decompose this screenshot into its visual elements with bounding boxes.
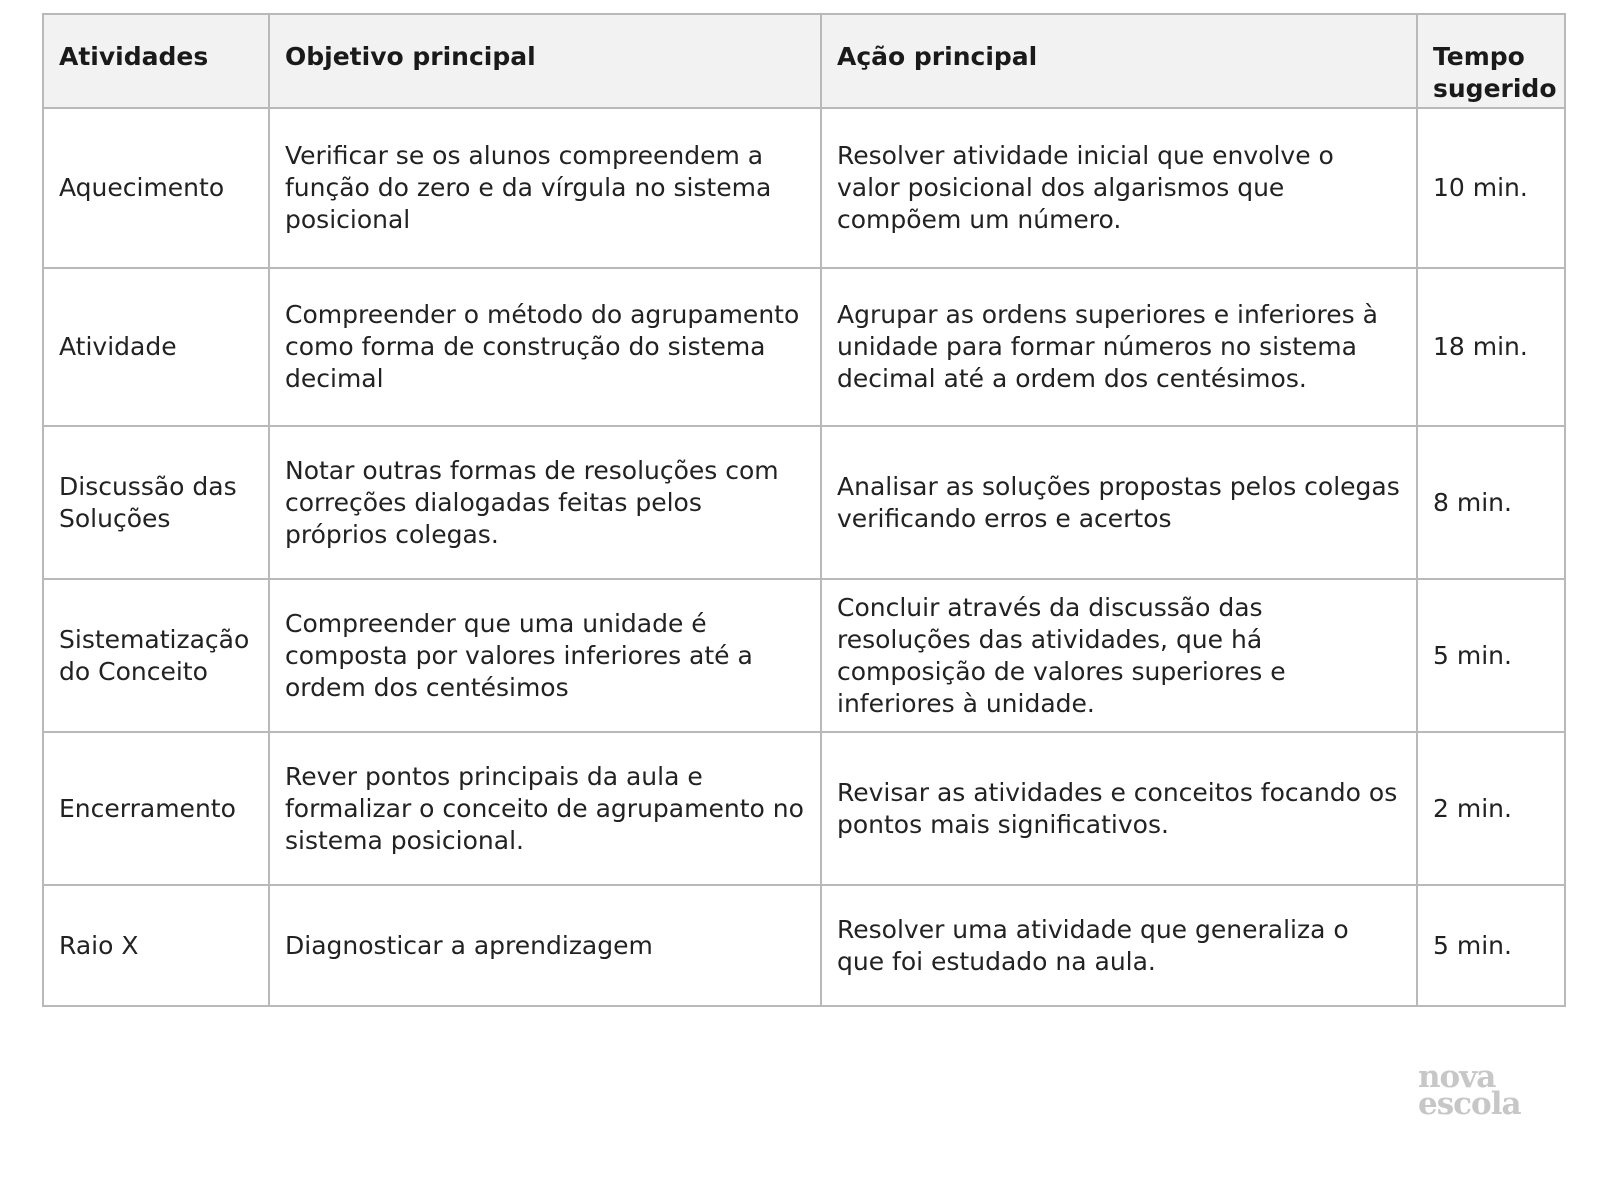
cell-acao: Agrupar as ordens superiores e inferiores à unidade para formar números no sistema decimal até a ordem dos centésimos.: [821, 268, 1417, 426]
cell-atividade: Sistematização do Conceito: [43, 579, 269, 732]
logo-line-nova: nova: [1418, 1059, 1496, 1095]
header-row: [43, 14, 1565, 108]
table-body: [43, 108, 1565, 1006]
cell-tempo: 18 min.: [1417, 268, 1565, 426]
cell-objetivo: Notar outras formas de resoluções com correções dialogadas feitas pelos próprios colegas.: [269, 426, 821, 579]
cell-tempo: 2 min.: [1417, 732, 1565, 885]
cell-acao: Resolver atividade inicial que envolve o valor posicional dos algarismos que compõem um número.: [821, 108, 1417, 268]
cell-atividade: Discussão das Soluções: [43, 426, 269, 579]
cell-objetivo: Compreender que uma unidade é composta por valores inferiores até a ordem dos centésimos: [269, 579, 821, 732]
table-row: [43, 426, 1565, 579]
cell-acao: Analisar as soluções propostas pelos colegas verificando erros e acertos: [821, 426, 1417, 579]
nova-escola-logo: [1418, 1059, 1538, 1122]
cell-acao: Concluir através da discussão das resoluções das atividades, que há composição de valores superiores e inferiores à unidade.: [821, 579, 1417, 732]
cell-tempo: 5 min.: [1417, 579, 1565, 732]
cell-tempo: 5 min.: [1417, 885, 1565, 1006]
cell-tempo: 8 min.: [1417, 426, 1565, 579]
header-tempo-sugerido: Tempo sugerido: [1417, 14, 1565, 108]
table-header: [43, 14, 1565, 108]
table-row: [43, 732, 1565, 885]
lesson-plan-table: [42, 13, 1566, 1007]
cell-objetivo: Compreender o método do agrupamento como forma de construção do sistema decimal: [269, 268, 821, 426]
logo-line-escola: escola: [1418, 1086, 1521, 1122]
cell-acao: Revisar as atividades e conceitos focando os pontos mais significativos.: [821, 732, 1417, 885]
cell-atividade: Raio X: [43, 885, 269, 1006]
header-atividades: Atividades: [43, 14, 269, 108]
cell-acao: Resolver uma atividade que generaliza o que foi estudado na aula.: [821, 885, 1417, 1006]
table-row: [43, 885, 1565, 1006]
cell-objetivo: Verificar se os alunos compreendem a função do zero e da vírgula no sistema posicional: [269, 108, 821, 268]
header-objetivo-principal: Objetivo principal: [269, 14, 821, 108]
table-row: [43, 579, 1565, 732]
cell-atividade: Aquecimento: [43, 108, 269, 268]
cell-atividade: Encerramento: [43, 732, 269, 885]
cell-objetivo: Diagnosticar a aprendizagem: [269, 885, 821, 1006]
cell-tempo: 10 min.: [1417, 108, 1565, 268]
cell-objetivo: Rever pontos principais da aula e formalizar o conceito de agrupamento no sistema posicional.: [269, 732, 821, 885]
header-acao-principal: Ação principal: [821, 14, 1417, 108]
table-row: [43, 108, 1565, 268]
cell-atividade: Atividade: [43, 268, 269, 426]
table-row: [43, 268, 1565, 426]
